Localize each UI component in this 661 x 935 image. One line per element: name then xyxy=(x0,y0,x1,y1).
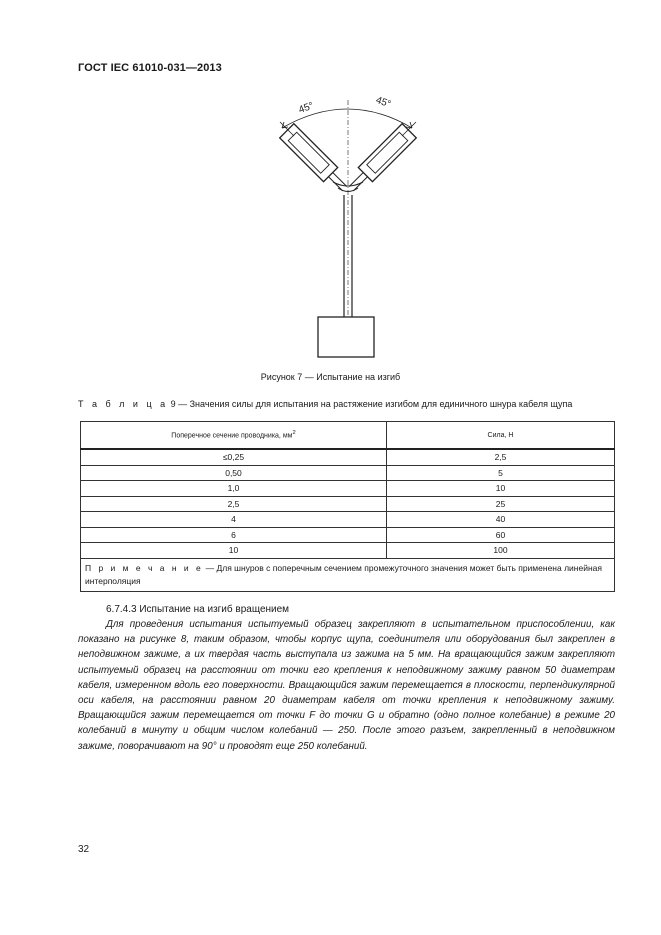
cell-section: ≤0,25 xyxy=(81,449,387,465)
extension-line-left xyxy=(280,122,294,136)
document-header: ГОСТ IEC 61010-031—2013 xyxy=(78,62,222,74)
page-number: 32 xyxy=(78,844,90,855)
cell-section: 10 xyxy=(81,543,387,559)
weight-block xyxy=(318,317,374,357)
cell-section: 4 xyxy=(81,512,387,528)
table-row xyxy=(81,465,615,481)
cell-section: 6 xyxy=(81,527,387,543)
table-header-row xyxy=(81,422,615,450)
cell-section: 1,0 xyxy=(81,481,387,497)
table-row xyxy=(81,496,615,512)
table-title-prefix: Т а б л и ц а xyxy=(78,399,169,409)
extension-line-right xyxy=(402,122,416,136)
table-title xyxy=(78,399,572,409)
table-row xyxy=(81,449,615,465)
cell-force: 2,5 xyxy=(387,449,615,465)
section-heading: 6.7.4.3 Испытание на изгиб вращением xyxy=(106,604,290,615)
cell-force: 5 xyxy=(387,465,615,481)
col-header-sup: 2 xyxy=(292,430,296,437)
angle-label-left: 45° xyxy=(297,100,316,116)
table-row xyxy=(81,527,615,543)
table-row xyxy=(81,512,615,528)
cell-section: 0,50 xyxy=(81,465,387,481)
col-header-section: Поперечное сечение проводника, $мм^2$ xyxy=(81,422,387,450)
cell-force: 60 xyxy=(387,527,615,543)
bend-test-diagram xyxy=(260,92,440,364)
cell-section: 2,5 xyxy=(81,496,387,512)
note-label: П р и м е ч а н и е xyxy=(85,562,204,573)
table-note xyxy=(81,558,615,591)
col-header-force: Сила, Н xyxy=(387,422,615,450)
cell-force: 25 xyxy=(387,496,615,512)
force-table xyxy=(80,421,615,592)
table-row xyxy=(81,543,615,559)
cell-force: 40 xyxy=(387,512,615,528)
bend-test-figure xyxy=(260,92,440,364)
cell-force: 10 xyxy=(387,481,615,497)
table-note-row xyxy=(81,558,615,591)
section-paragraph: Для проведения испытания испытуемый образец закрепляют в испытательном приспособлении, как показано на рисунке 8, таким образом, чтобы корпус щупа, соединителя или оборудования был закреплен в неподвижном зажиме, а их твердая часть выступала из зажима на 5 мм. На вращающийся зажим закрепляют испытуемый образец на расстоянии от точки его крепления к неподвижному зажиму равном 50 диаметрам кабеля, измеренном вдоль его поверхности. Вращающийся зажим перемещается в плоскости, перпендикулярной оси кабеля, на расстоянии равном 20 диаметрам кабеля от точки крепления к неподвижному зажиму. Вращающийся зажим перемещается от точки F до точки G и обратно (одно полное колебание) в режиме 20 колебаний в минуту и общим числом колебаний — 250. После этого разъем, закрепленный в неподвижном зажиме, поворачивают на 90° и проводят еще 250 колебаний. xyxy=(78,619,615,752)
table-title-text: 9 — Значения силы для испытания на растяжение изгибом для единичного шнура кабеля щупа xyxy=(168,399,573,409)
table-row xyxy=(81,481,615,497)
angle-label-right: 45° xyxy=(374,94,393,111)
cell-force: 100 xyxy=(387,543,615,559)
figure-caption: Рисунок 7 — Испытание на изгиб xyxy=(260,372,401,382)
note-text: — Для шнуров с поперечным сечением промежуточного значения может быть применена линейная интерполяция xyxy=(85,562,602,586)
